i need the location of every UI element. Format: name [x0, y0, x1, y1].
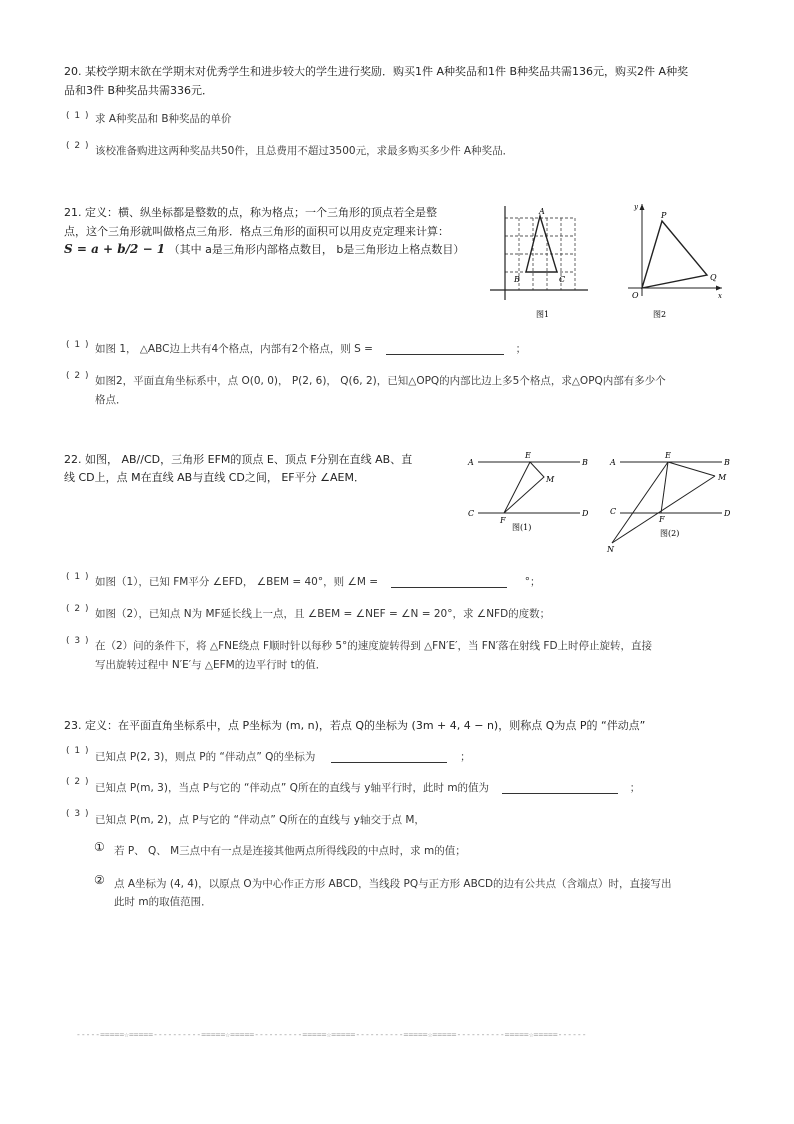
q23-part3-number: ( 3 ) [66, 809, 90, 819]
q21-part2-line2: 格点． [95, 394, 127, 406]
f1-label-a: A [468, 458, 474, 467]
fig1-label-a: A [539, 207, 545, 216]
q22-part3-line2: 写出旋转过程中 N′E′与 △EFM的边平行时 t的值． [95, 659, 327, 671]
q23-subpart1-text: 若 P、 Q、 M三点中有一点是连接其他两点所得线段的中点时，求 m的值； [114, 845, 466, 857]
q21-stem-line2: 点，这个三角形就叫做格点三角形．格点三角形的面积可以用皮克定理来计算： [64, 225, 449, 238]
q23-part1-end: ； [460, 751, 471, 763]
triangle-opq [642, 221, 707, 288]
q23-part2-end: ； [629, 782, 641, 794]
q23-part2-number: ( 2 ) [66, 777, 90, 787]
q23-part1-answer-blank[interactable] [331, 751, 447, 763]
pick-formula-note: （其中 a是三角形内部格点数目， b是三角形边上格点数目） [168, 243, 465, 256]
f2-caption: 图(2) [660, 529, 680, 538]
q22-figure-1 [462, 448, 596, 540]
fig2-label-q: Q [710, 273, 717, 282]
q23-subpart2-line2: 此时 m的取值范围． [114, 896, 212, 908]
q23-part2 [95, 779, 640, 798]
q21-stem-line3 [64, 238, 464, 261]
f2-label-b: B [724, 458, 730, 467]
q21-part1-number: ( 1 ) [66, 340, 90, 350]
triangle-abc [526, 216, 557, 272]
q23-stem: 23. 定义：在平面直角坐标系中，点 P坐标为 (m, n)，若点 Q的坐标为 (3m + 4, 4 − n)，则称点 Q为点 P的 “伴动点” [64, 719, 646, 732]
q23-part2-answer-blank[interactable] [502, 782, 618, 794]
fig2-label-p: P [661, 211, 667, 220]
q23-subpart1-marker: ① [94, 840, 105, 854]
q22-figure-2 [604, 448, 740, 556]
q22-part1-text: 如图（1），已知 FM平分 ∠EFD， ∠BEM = 40°，则 ∠M = [95, 576, 379, 588]
f2-label-f: F [659, 515, 665, 524]
q21-part1 [95, 340, 526, 359]
q20-stem-line1: 20. 某校学期末欲在学期末对优秀学生和进步较大的学生进行奖励．购买1件 A种奖品和1件 B种奖品共需136元，购买2件 A种奖 [64, 65, 689, 78]
f2-label-a: A [610, 458, 616, 467]
q21-part2-line1: 如图2，平面直角坐标系中，点 O(0, 0)， P(2, 6)， Q(6, 2)，已知△OPQ的内部比边上多5个格点，求△OPQ内部有多少个 [95, 375, 666, 387]
fig2-axis-x: x [718, 292, 722, 300]
pick-formula: S = a + b/2 − 1 [64, 242, 166, 256]
q23-part1-number: ( 1 ) [66, 746, 90, 756]
q22-part1-end: °； [524, 576, 541, 588]
f1-label-e: E [525, 451, 531, 460]
q20-part2-text: 该校准备购进这两种奖品共50件，且总费用不超过3500元，求最多购买多少件 A种奖品． [95, 145, 514, 157]
q20-part1-text: 求 A种奖品和 B种奖品的单价 [95, 113, 232, 125]
fig1-label-c: C [559, 275, 566, 284]
q21-stem-line1: 21. 定义：横、纵坐标都是整数的点，称为格点；一个三角形的顶点若全是整 [64, 206, 437, 219]
f2-label-e: E [665, 451, 671, 460]
q23-subpart2-marker: ② [94, 873, 105, 887]
fig1-caption: 图1 [536, 310, 550, 319]
f1-label-b: B [582, 458, 588, 467]
f1-label-c: C [468, 509, 475, 518]
f2-label-n: N [607, 545, 614, 554]
q21-part1-text: 如图 1， △ABC边上共有4个格点，内部有2个格点，则 S = [95, 343, 373, 355]
q22-part1-number: ( 1 ) [66, 572, 90, 582]
q21-figure-1 [484, 200, 594, 325]
q23-part1 [95, 748, 471, 767]
f1-caption: 图(1) [512, 523, 532, 532]
fig1-label-b: B [514, 275, 520, 284]
q21-part1-answer-blank[interactable] [386, 343, 504, 355]
fig2-caption: 图2 [653, 310, 667, 319]
footer-divider: -----=====☆=====----------=====☆=====----------=====☆=====----------=====☆=====----------=====☆=====------ [76, 1030, 587, 1039]
q22-part1-answer-blank[interactable] [391, 576, 507, 588]
f2-label-c: C [610, 507, 617, 516]
fig2-label-o: O [632, 291, 639, 300]
f2-label-d: D [724, 509, 731, 518]
q20-part2-number: ( 2 ) [66, 141, 90, 151]
q20-part1-number: ( 1 ) [66, 111, 90, 121]
q21-figure-2 [620, 200, 730, 325]
q22-stem-line1: 22. 如图， AB//CD，三角形 EFM的顶点 E、顶点 F分别在直线 AB、直 [64, 453, 413, 466]
q22-stem-line2: 线 CD上，点 M在直线 AB与直线 CD之间， EF平分 ∠AEM． [64, 471, 365, 484]
f1-label-d: D [582, 509, 589, 518]
q22-part2-text: 如图（2），已知点 N为 MF延长线上一点，且 ∠BEM = ∠NEF = ∠N = 20°，求 ∠NFD的度数； [95, 608, 551, 620]
q20-stem-line2: 品和3件 B种奖品共需336元． [64, 84, 214, 97]
q21-part1-end: ； [515, 343, 527, 355]
q23-part2-text: 已知点 P(m, 3)，当点 P与它的 “伴动点” Q所在的直线与 y轴平行时，此时 m的值为 [95, 782, 490, 794]
f2-label-m: M [718, 473, 727, 482]
q22-part3-line1: 在（2）问的条件下，将 △FNE绕点 F顺时针以每秒 5°的速度旋转得到 △FN′E′，当 FN′落在射线 FD上时停止旋转，直接 [95, 640, 653, 652]
q22-part3-number: ( 3 ) [66, 636, 90, 646]
f1-label-m: M [546, 475, 555, 484]
q22-part1 [95, 573, 541, 592]
q23-subpart2-line1: 点 A坐标为 (4, 4)，以原点 O为中心作正方形 ABCD，当线段 PQ与正方形 ABCD的边有公共点（含端点）时，直接写出 [114, 878, 672, 890]
f1-label-f: F [500, 516, 506, 525]
fig2-axis-y: y [634, 203, 638, 211]
q23-part3-text: 已知点 P(m, 2)，点 P与它的 “伴动点” Q所在的直线与 y轴交于点 M， [95, 814, 425, 826]
q23-part1-text: 已知点 P(2, 3)，则点 P的 “伴动点” Q的坐标为 [95, 751, 316, 763]
q21-part2-number: ( 2 ) [66, 371, 90, 381]
q22-part2-number: ( 2 ) [66, 604, 90, 614]
